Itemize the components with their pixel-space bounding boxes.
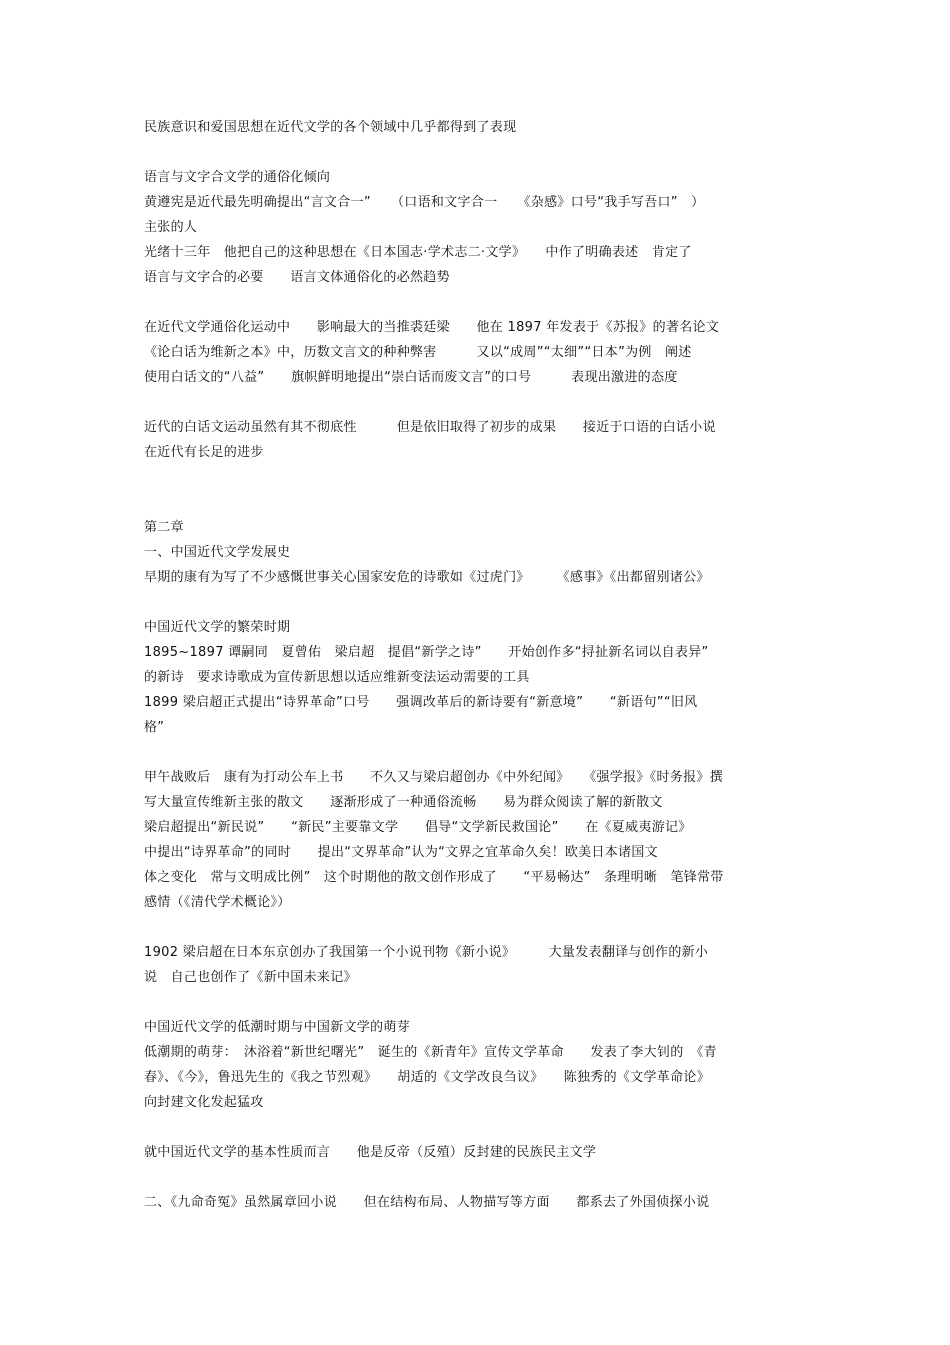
text-line: 梁启超提出“新民说” “新民”主要靠文学 倡导“文学新民救国论” 在《夏威夷游记》 [144, 820, 692, 835]
text-line: 1895~1897 谭嗣同 夏曾佑 梁启超 提倡“新学之诗” 开始创作多“挦扯新名词以自表异” [144, 645, 709, 660]
text-line: 写大量宣传维新主张的散文 逐渐形成了一种通俗流畅 易为群众阅读了解的新散文 [144, 795, 663, 810]
text-line: 语言与文字合的必要 语言文体通俗化的必然趋势 [144, 270, 450, 285]
text-line: 春》、《今》，鲁迅先生的《我之节烈观》 胡适的《文学改良刍议》 陈独秀的《文学革命论》 [144, 1070, 711, 1085]
text-line: 感情（《清代学术概论》） [144, 895, 291, 910]
text-line: 低潮期的萌芽： 沐浴着“新世纪曙光” 诞生的《新青年》宣传文学革命 发表了李大钊的 《青 [144, 1045, 717, 1060]
text-line: 格” [144, 720, 165, 735]
text-line: 在近代文学通俗化运动中 影响最大的当推裘廷梁 他在 1897 年发表于《苏报》的著名论文 [144, 320, 720, 335]
text-line: 主张的人 [144, 220, 198, 235]
text-line: 向封建文化发起猛攻 [144, 1095, 264, 1110]
text-line: 就中国近代文学的基本性质而言 他是反帝（反殖）反封建的民族民主文学 [144, 1145, 597, 1160]
section-heading: 一、中国近代文学发展史 [144, 545, 291, 560]
text-line: 近代的白话文运动虽然有其不彻底性 但是依旧取得了初步的成果 接近于口语的白话小说 [144, 420, 716, 435]
text-line: 民族意识和爱国思想在近代文学的各个领域中几乎都得到了表现 [144, 120, 517, 135]
text-line: 早期的康有为写了不少感慨世事关心国家安危的诗歌如《过虎门》 《感事》《出都留别诸公》 [144, 570, 710, 585]
text-line: 黄遵宪是近代最先明确提出“言文合一” （口语和文字合一 《杂感》口号“我手写吾口” ） [144, 195, 705, 210]
text-line: 在近代有长足的进步 [144, 445, 264, 460]
text-line: 使用白话文的“八益” 旗帜鲜明地提出“崇白话而废文言”的口号 表现出激进的态度 [144, 370, 678, 385]
text-line: 1902 梁启超在日本东京创办了我国第一个小说刊物《新小说》 大量发表翻译与创作的新小 [144, 945, 709, 960]
text-line: 二、《九命奇冤》虽然属章回小说 但在结构布局、人物描写等方面 都系去了外国侦探小说 [144, 1195, 710, 1210]
text-line: 的新诗 要求诗歌成为宣传新思想以适应维新变法运动需要的工具 [144, 670, 530, 685]
section-heading: 中国近代文学的繁荣时期 [144, 620, 291, 635]
text-line: 中提出“诗界革命”的同时 提出“文界革命”认为“文界之宜革命久矣！欧美日本诸国文 [144, 845, 658, 860]
text-line: 体之变化 常与文明成比例” 这个时期他的散文创作形成了 “平易畅达” 条理明晰 笔锋常带 [144, 870, 724, 885]
text-line: 说 自己也创作了《新中国未来记》 [144, 970, 357, 985]
chapter-heading: 第二章 [144, 520, 184, 535]
section-heading: 中国近代文学的低潮时期与中国新文学的萌芽 [144, 1020, 411, 1035]
text-line: 《论白话为维新之本》中，历数文言文的种种弊害 又以“成周”“太细”“日本”为例 阐述 [144, 345, 692, 360]
section-heading: 语言与文字合文学的通俗化倾向 [144, 170, 331, 185]
text-line: 1899 梁启超正式提出“诗界革命”口号 强调改革后的新诗要有“新意境” “新语句”“旧风 [144, 695, 698, 710]
text-line: 光绪十三年 他把自己的这种思想在《日本国志·学术志二·文学》 中作了明确表述 肯定了 [144, 245, 692, 260]
text-line: 甲午战败后 康有为打动公车上书 不久又与梁启超创办《中外纪闻》 《强学报》《时务报》撰 [144, 770, 724, 785]
